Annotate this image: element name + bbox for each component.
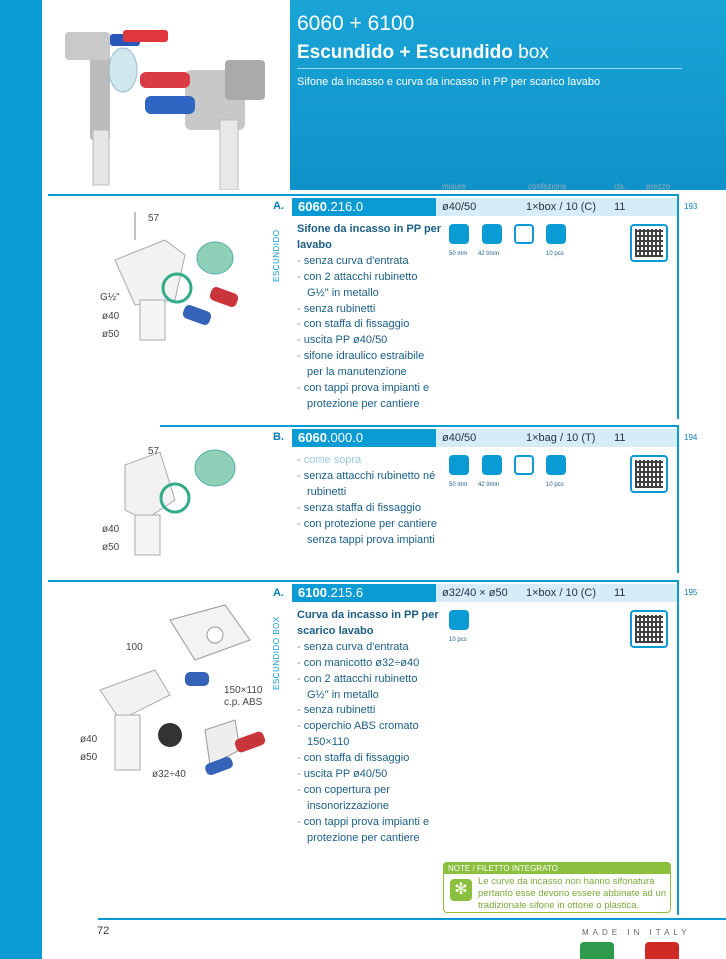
detail-item: - con protezione per cantiere senza tappi prova impianti: [297, 517, 442, 549]
product-details: [297, 608, 442, 847]
page-ref[interactable]: 195: [684, 588, 698, 597]
qr-code[interactable]: [630, 610, 668, 648]
section-right-border: [677, 425, 679, 573]
product-code[interactable]: 6100.215.6: [292, 584, 436, 602]
dim-label: 57: [148, 446, 160, 457]
detail-item: - senza curva d'entrata: [297, 254, 442, 270]
product-name: Escundido + Escundido box: [297, 42, 549, 63]
detail-title: Curva da incasso in PP per scarico lavabo: [297, 609, 439, 637]
cls-value: 11: [614, 587, 626, 599]
col-header-confezione: confezione: [528, 182, 567, 191]
dim-label: ø40: [102, 311, 120, 322]
product-code[interactable]: 6060.216.0: [292, 198, 436, 216]
product-description: Sifone da incasso e curva da incasso in PP per scarico lavabo: [297, 76, 601, 88]
cls-value: 11: [614, 432, 626, 444]
pack-value: 1×box / 10 (C): [526, 587, 597, 599]
detail-item: - con 2 attacchi rubinetto G½" in metallo: [297, 672, 442, 704]
left-color-bar: [0, 0, 42, 959]
detail-item: - con manicotto ø32÷ø40: [297, 656, 442, 672]
section-right-border: [677, 194, 679, 419]
icon-label: 10 pcs: [546, 482, 564, 488]
footer-divider: [98, 918, 726, 920]
size-value: ø40/50: [442, 432, 477, 444]
note-heading: NOTE / FILETTO INTEGRATO: [444, 863, 670, 874]
detail-item: - con 2 attacchi rubinetto G½" in metallo: [297, 270, 442, 302]
title-divider: [297, 68, 682, 69]
siphon-icon: [449, 224, 469, 244]
row-letter: A.: [273, 587, 284, 599]
flag-red-tab: [645, 942, 679, 959]
side-label: ESCUNDIDO BOX: [272, 616, 281, 690]
col-header-misure: misure: [442, 182, 467, 191]
qr-code[interactable]: [630, 455, 668, 493]
page-ref[interactable]: 193: [684, 202, 698, 211]
icon-label: 42 l/min: [478, 482, 500, 488]
bag-icon: [546, 455, 566, 475]
detail-muted: - come sopra: [297, 453, 442, 469]
box-icon: [546, 224, 566, 244]
col-header-cls: cls.: [614, 182, 626, 191]
page-ref[interactable]: 194: [684, 433, 698, 442]
note-box: [443, 862, 671, 913]
dim-label: ø50: [102, 542, 120, 553]
page-title: 6060 + 6100: [297, 12, 415, 35]
flag-green-tab: [580, 942, 614, 959]
dim-label: G½": [100, 292, 120, 303]
dim-label: ø32÷40: [152, 769, 186, 780]
row-letter: B.: [273, 431, 284, 443]
icon-label: 10 pcs: [449, 637, 467, 643]
cls-value: 11: [614, 201, 626, 213]
icon-label: 50 mm: [449, 251, 468, 257]
ring-icon: [514, 455, 534, 475]
snowflake-icon: ✻: [450, 879, 472, 901]
icon-label: 50 mm: [449, 482, 468, 488]
side-label: ESCUNDIDO: [272, 229, 281, 282]
pack-value: 1×bag / 10 (T): [526, 432, 596, 444]
detail-item: - senza rubinetti: [297, 302, 442, 318]
detail-item: - senza attacchi rubinetto né rubinetti: [297, 469, 442, 501]
dim-label: ø40: [80, 734, 98, 745]
icon-label: 10 pcs: [546, 251, 564, 257]
pack-value: 1×box / 10 (C): [526, 201, 597, 213]
section-divider: [48, 580, 678, 582]
dim-label: c.p. ABS: [224, 697, 263, 708]
product-image-6060-000: [105, 440, 245, 560]
note-text: Le curve da incasso non hanno sifonatura pertanto esse devono essere abbinate ad un tradizionale sifone in ottone o plastica.: [478, 876, 667, 911]
product-details: [297, 453, 442, 548]
detail-item: - con tappi prova impianti e protezione per cantiere: [297, 381, 442, 413]
row-letter: A.: [273, 200, 284, 212]
size-value: ø40/50: [442, 201, 477, 213]
flow-icon: [482, 455, 502, 475]
detail-item: - senza rubinetti: [297, 703, 442, 719]
dim-label: ø40: [102, 524, 120, 535]
detail-title: Sifone da incasso in PP per lavabo: [297, 223, 442, 251]
dim-label: 150×110: [224, 685, 263, 696]
hero-product-image: [55, 10, 290, 190]
section-right-border: [677, 580, 679, 915]
detail-item: - senza curva d'entrata: [297, 640, 442, 656]
flow-icon: [482, 224, 502, 244]
row-specs: [436, 429, 677, 447]
icon-label: 42 l/min: [478, 251, 500, 257]
detail-item: - con tappi prova impianti e protezione per cantiere: [297, 815, 442, 847]
col-header-prezzo: prezzo: [646, 182, 671, 191]
dim-label: 100: [126, 642, 143, 653]
qr-code[interactable]: [630, 224, 668, 262]
made-in-label: MADE IN ITALY: [582, 928, 691, 937]
product-code[interactable]: 6060.000.0: [292, 429, 436, 447]
dim-label: 57: [148, 213, 160, 224]
detail-item: - con copertura per insonorizzazione: [297, 783, 442, 815]
ring-icon: [514, 224, 534, 244]
detail-item: - coperchio ABS cromato 150×110: [297, 719, 442, 751]
dim-label: ø50: [102, 329, 120, 340]
product-details: [297, 222, 442, 413]
siphon-icon: [449, 455, 469, 475]
row-specs: [436, 198, 677, 216]
detail-item: - sifone idraulico estraibile per la manutenzione: [297, 349, 442, 381]
size-value: ø32/40 × ø50: [442, 587, 508, 599]
detail-item: - uscita PP ø40/50: [297, 767, 442, 783]
dim-label: ø50: [80, 752, 98, 763]
detail-item: - senza staffa di fissaggio: [297, 501, 442, 517]
row-specs: [436, 584, 677, 602]
section-divider: [160, 425, 678, 427]
page-number: 72: [97, 925, 110, 937]
section-divider: [48, 194, 678, 196]
detail-item: - uscita PP ø40/50: [297, 333, 442, 349]
detail-item: - con staffa di fissaggio: [297, 751, 442, 767]
detail-item: - con staffa di fissaggio: [297, 317, 442, 333]
box-icon: [449, 610, 469, 630]
